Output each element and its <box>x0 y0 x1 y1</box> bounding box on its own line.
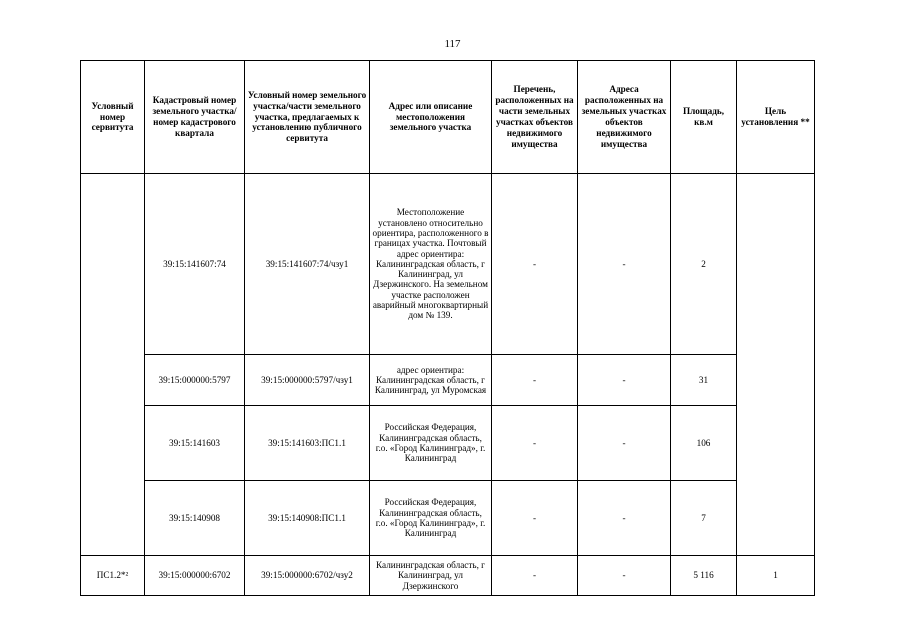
object-addresses-cell: - <box>578 406 671 481</box>
purpose-cell: 1 <box>737 556 815 596</box>
part-number-cell: 39:15:000000:6702/чзу2 <box>245 556 370 596</box>
servitude-number-cell <box>81 174 145 556</box>
header-purpose: Цель установления ** <box>737 61 815 174</box>
page-number: 117 <box>444 38 461 50</box>
address-cell: адрес ориентира: Калининградская область, г Калининград, ул Муромская <box>370 355 492 406</box>
area-cell: 5 116 <box>671 556 737 596</box>
cadastral-number-cell: 39:15:000000:6702 <box>145 556 245 596</box>
cadastral-number-cell: 39:15:000000:5797 <box>145 355 245 406</box>
part-number-cell: 39:15:141603:ПС1.1 <box>245 406 370 481</box>
objects-cell: - <box>492 556 578 596</box>
objects-cell: - <box>492 406 578 481</box>
servitude-number-cell: ПС1.2*² <box>81 556 145 596</box>
objects-cell: - <box>492 481 578 556</box>
objects-cell: - <box>492 355 578 406</box>
part-number-cell: 39:15:141607:74/чзу1 <box>245 174 370 355</box>
cadastral-number-cell: 39:15:140908 <box>145 481 245 556</box>
header-part-number: Условный номер земельного участка/части земельного участка, предлагаемых к установлению публичного сервитута <box>245 61 370 174</box>
object-addresses-cell: - <box>578 355 671 406</box>
table-row <box>81 556 815 596</box>
object-addresses-cell: - <box>578 481 671 556</box>
part-number-cell: 39:15:140908:ПС1.1 <box>245 481 370 556</box>
header-address: Адрес или описание местоположения земельного участка <box>370 61 492 174</box>
cadastral-number-cell: 39:15:141607:74 <box>145 174 245 355</box>
area-cell: 7 <box>671 481 737 556</box>
purpose-cell <box>737 174 815 556</box>
table-row <box>81 174 815 355</box>
header-objects: Перечень, расположенных на части земельных участках объектов недвижимого имущества <box>492 61 578 174</box>
table-row <box>81 406 815 481</box>
object-addresses-cell: - <box>578 174 671 355</box>
object-addresses-cell: - <box>578 556 671 596</box>
table-row <box>81 481 815 556</box>
address-cell: Местоположение установлено относительно ориентира, расположенного в границах участка. Почтовый адрес ориентира: Калининградская область, г Калининград, ул Дзержинского. На земельном участке расположен аварийный многоквартирный дом № 139. <box>370 174 492 355</box>
area-cell: 2 <box>671 174 737 355</box>
address-cell: Российская Федерация, Калининградская область, г.о. «Город Калининград», г. Калининград <box>370 406 492 481</box>
header-row <box>81 61 815 174</box>
table-row <box>81 355 815 406</box>
header-cadastral-number: Кадастровый номер земельного участка/номер кадастрового квартала <box>145 61 245 174</box>
header-servitude-number: Условный номер сервитута <box>81 61 145 174</box>
header-area: Площадь, кв.м <box>671 61 737 174</box>
cadastral-number-cell: 39:15:141603 <box>145 406 245 481</box>
part-number-cell: 39:15:000000:5797/чзу1 <box>245 355 370 406</box>
address-cell: Калининградская область, г Калининград, ул Дзержинского <box>370 556 492 596</box>
area-cell: 31 <box>671 355 737 406</box>
servitude-table <box>80 60 815 596</box>
header-object-addresses: Адреса расположенных на земельных участках объектов недвижимого имущества <box>578 61 671 174</box>
objects-cell: - <box>492 174 578 355</box>
area-cell: 106 <box>671 406 737 481</box>
address-cell: Российская Федерация, Калининградская область, г.о. «Город Калининград», г. Калининград <box>370 481 492 556</box>
